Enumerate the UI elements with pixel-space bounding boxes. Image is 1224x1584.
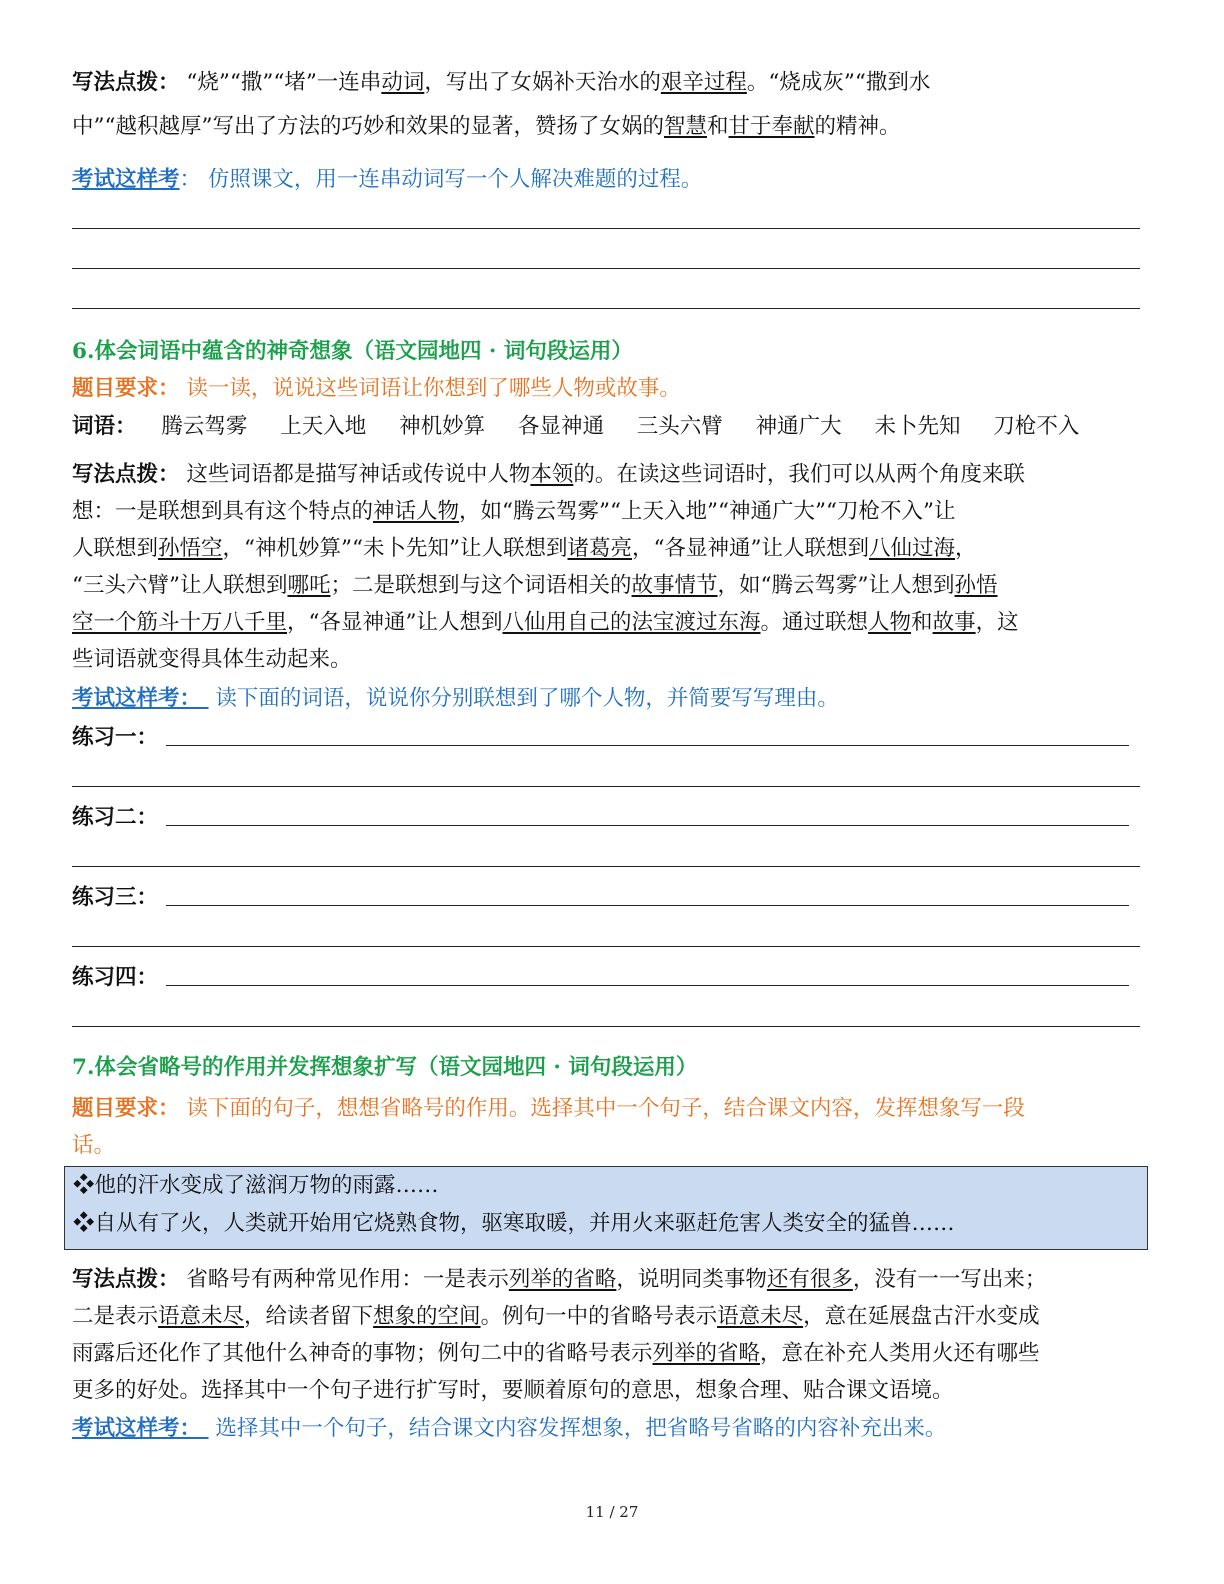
req-text: 读下面的句子，想想省略号的作用。选择其中一个句子，结合课文内容，发挥想象写一段: [186, 1096, 1025, 1121]
req-text: 读一读，说说这些词语让你想到了哪些人物或故事。: [186, 376, 681, 401]
answer-line[interactable]: [72, 866, 1140, 867]
section6-heading: 6.体会词语中蕴含的神奇想象（语文园地四 · 词句段运用）: [72, 339, 633, 364]
practice-label: 练习二：: [72, 805, 159, 830]
exam-text: 仿照课文，用一连串动词写一个人解决难题的过程。: [207, 167, 703, 192]
practice-label: 练习三：: [72, 885, 159, 910]
answer-line[interactable]: [72, 786, 1140, 787]
answer-line[interactable]: [72, 308, 1140, 309]
exam-label: 考试这样考：: [72, 686, 202, 711]
section6-words: [72, 408, 1079, 445]
tip-label: 写法点拨：: [72, 70, 180, 95]
section7-requirement: 题目要求： 读下面的句子，想想省略号的作用。选择其中一个句子，结合课文内容，发挥想象写一段 话。: [72, 1096, 1025, 1158]
section6-tip: 写法点拨： 这些词语都是描写神话或传说中人物本领的。在读这些词语时，我们可以从两个角度来联 想：一是联想到具有这个特点的神话人物，如“腾云驾雾”“上天入地”“神通广大”“刀枪不入”让 人联想到孙悟空，“神机妙算”“未卜先知”让人联想到诸葛亮，“各显神通”让人联想到八仙过海， “三头六臂”让人联想到哪吒；二是联想到与这个词语相关的故事情节，如“腾云驾雾”让人想到孙悟 空一个筋斗十万八千里，“各显神通”让人想到八仙用自己的法宝渡过东海。通过联想人物和故事，这 些词语就变得具体生动起来。: [72, 462, 1025, 672]
practice-answer-line[interactable]: [166, 905, 1129, 906]
tip-line: 中”“越积越厚”写出了方法的巧妙和效果的显著，赞扬了女娲的智慧和甘于奉献的精神。: [72, 114, 901, 139]
exam-label: 考试这样考：: [72, 1416, 202, 1441]
word: 腾云驾雾: [161, 414, 248, 439]
section6-requirement: [72, 370, 681, 407]
word: 三头六臂: [636, 414, 723, 439]
example-sentence: ❖自从有了火，人类就开始用它烧熟食物，驱寒取暖，并用火来驱赶危害人类安全的猛兽……: [73, 1211, 955, 1236]
practice-answer-line[interactable]: [166, 745, 1129, 746]
answer-line[interactable]: [72, 1026, 1140, 1027]
answer-line[interactable]: [72, 268, 1140, 269]
example-sentence: ❖他的汗水变成了滋润万物的雨露……: [73, 1173, 439, 1198]
practice-label: 练习一：: [72, 725, 159, 750]
answer-line[interactable]: [72, 946, 1140, 947]
exam-text: 读下面的词语，说说你分别联想到了哪个人物，并简要写写理由。: [215, 686, 839, 711]
word: 神机妙算: [399, 414, 486, 439]
practice-answer-line[interactable]: [166, 825, 1129, 826]
section6-exam: [72, 680, 839, 717]
example-sentences-box: [64, 1166, 1148, 1250]
word: 各显神通: [517, 414, 604, 439]
exam-label: 考试这样考: [72, 167, 180, 192]
section5-exam: 考试这样考： 仿照课文，用一连串动词写一个人解决难题的过程。: [72, 167, 703, 192]
section7-heading: 7.体会省略号的作用并发挥想象扩写（语文园地四 · 词句段运用）: [72, 1055, 698, 1080]
tip-label: 写法点拨：: [72, 462, 180, 487]
word: 刀枪不入: [993, 414, 1080, 439]
word: 神通广大: [755, 414, 842, 439]
section5-tip: [72, 64, 1142, 145]
req-label: 题目要求：: [72, 1096, 180, 1121]
word: 未卜先知: [874, 414, 961, 439]
answer-line[interactable]: [72, 228, 1140, 229]
word: 上天入地: [280, 414, 367, 439]
practice-label: 练习四：: [72, 965, 159, 990]
words-label: 词语：: [72, 414, 137, 439]
tip-line: 写法点拨： “烧”“撒”“堵”一连串动词，写出了女娲补天治水的艰辛过程。“烧成灰”“撒到水: [72, 70, 931, 95]
practice-answer-line[interactable]: [166, 985, 1129, 986]
section7-exam: [72, 1410, 946, 1447]
section7-tip: 写法点拨： 省略号有两种常见作用：一是表示列举的省略，说明同类事物还有很多，没有一一写出来； 二是表示语意未尽，给读者留下想象的空间。例句一中的省略号表示语意未尽，意在延展盘古汗水变成 雨露后还化作了其他什么神奇的事物；例句二中的省略号表示列举的省略，意在补充人类用火还有哪些 更多的好处。选择其中一个句子进行扩写时，要顺着原句的意思，想象合理、贴合课文语境。: [72, 1267, 1047, 1403]
req-label: 题目要求：: [72, 376, 180, 401]
page-number: 11 / 27: [585, 1503, 639, 1521]
tip-label: 写法点拨：: [72, 1267, 180, 1292]
exam-text: 选择其中一个句子，结合课文内容发挥想象，把省略号省略的内容补充出来。: [215, 1416, 947, 1441]
